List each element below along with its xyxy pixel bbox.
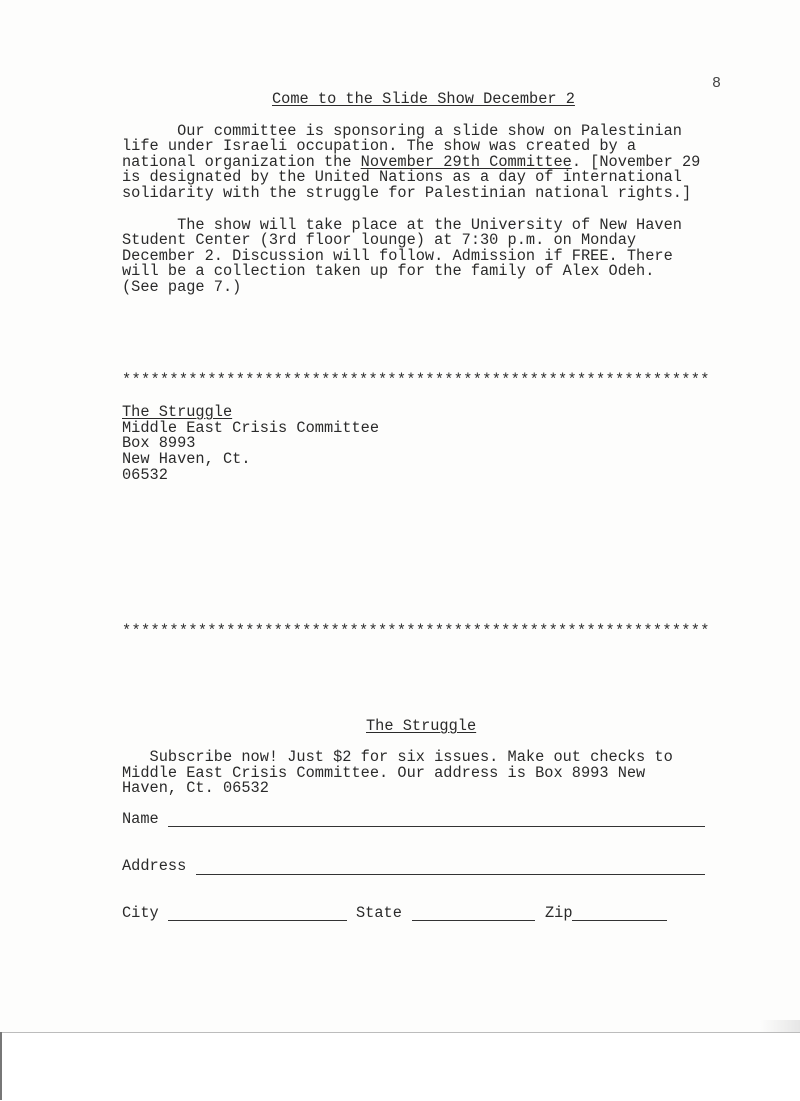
page-number: 8 — [712, 75, 722, 92]
scan-bottom-margin — [0, 1032, 800, 1101]
mailing-label-org: Middle East Crisis Committee — [122, 419, 380, 437]
separator-top: ************************************************************** — [122, 371, 710, 389]
slide-show-para2-line3: December 2. Discussion will follow. Admission if FREE. There — [122, 247, 673, 265]
slide-show-para1-line1: Our committee is sponsoring a slide show on Palestinian — [122, 122, 682, 140]
address-label: Address — [122, 857, 187, 875]
slide-show-para2-line4: will be a collection taken up for the family of Alex Odeh. — [122, 262, 655, 280]
slide-show-heading: Come to the Slide Show December 2 — [272, 90, 575, 108]
state-field-line — [412, 920, 535, 921]
mailing-label-zip: 06532 — [122, 466, 168, 484]
scan-left-edge — [0, 1032, 2, 1100]
mailing-label-box: Box 8993 — [122, 434, 196, 452]
subscription-title: The Struggle — [366, 717, 477, 735]
november-29th-committee-link: November 29th Committee — [360, 153, 572, 171]
city-label: City — [122, 904, 159, 922]
name-field-line — [168, 826, 705, 827]
name-label: Name — [122, 810, 159, 828]
subscription-line1: Subscribe now! Just $2 for six issues. Make out checks to — [122, 748, 673, 766]
state-label: State — [356, 904, 402, 922]
slide-show-para2-line1: The show will take place at the University of New Haven — [122, 216, 682, 234]
slide-show-para1-line4: is designated by the United Nations as a day of international — [122, 168, 682, 186]
slide-show-para2-line5: (See page 7.) — [122, 278, 242, 296]
address-field-line — [196, 874, 705, 875]
slide-show-para1-line5: solidarity with the struggle for Palestinian national rights.] — [122, 184, 692, 202]
para1-line3-pre: national organization the — [122, 153, 361, 171]
zip-label: Zip — [545, 904, 573, 922]
mailing-label-city: New Haven, Ct. — [122, 450, 251, 468]
separator-bottom: ************************************************************** — [122, 622, 710, 640]
city-field-line — [168, 920, 347, 921]
para1-line3-post: . [November 29 — [571, 153, 701, 171]
subscription-line2: Middle East Crisis Committee. Our address is Box 8993 New — [122, 764, 646, 782]
mailing-label-title: The Struggle — [122, 403, 233, 421]
zip-field-line — [572, 920, 667, 921]
subscription-line3: Haven, Ct. 06532 — [122, 779, 269, 797]
slide-show-para2-line2: Student Center (3rd floor lounge) at 7:30 p.m. on Monday — [122, 231, 637, 249]
slide-show-para1-line2: life under Israeli occupation. The show was created by a — [122, 137, 637, 155]
